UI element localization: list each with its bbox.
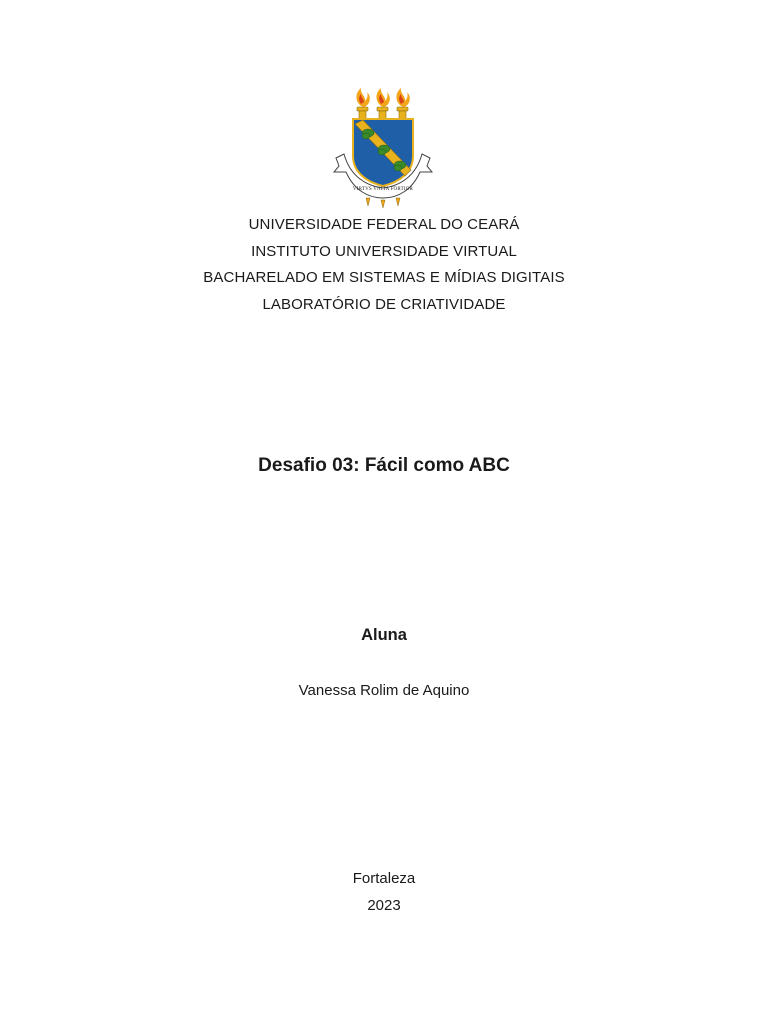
- year: 2023: [367, 897, 401, 914]
- institute-name: INSTITUTO UNIVERSIDADE VIRTUAL: [251, 242, 517, 260]
- institution-header: [0, 212, 768, 318]
- city: Fortaleza: [352, 870, 416, 887]
- torch-handles: [357, 107, 408, 119]
- svg-text:VIRTVS VNITA FORTIOR: VIRTVS VNITA FORTIOR: [352, 187, 414, 192]
- university-name: UNIVERSIDADE FEDERAL DO CEARÁ: [248, 216, 520, 233]
- document-title: Desafio 03: Fácil como ABC: [258, 455, 510, 476]
- torch-flames: [356, 88, 409, 107]
- footer: [0, 865, 768, 919]
- student-name: Vanessa Rolim de Aquino: [298, 682, 470, 699]
- tassels: [366, 198, 400, 208]
- course-name: BACHARELADO EM SISTEMAS E MÍDIAS DIGITAIS: [203, 269, 565, 286]
- student-heading: Aluna: [361, 626, 407, 644]
- lab-name: LABORATÓRIO DE CRIATIVIDADE: [262, 295, 506, 313]
- ufc-coat-of-arms-icon: [330, 86, 436, 210]
